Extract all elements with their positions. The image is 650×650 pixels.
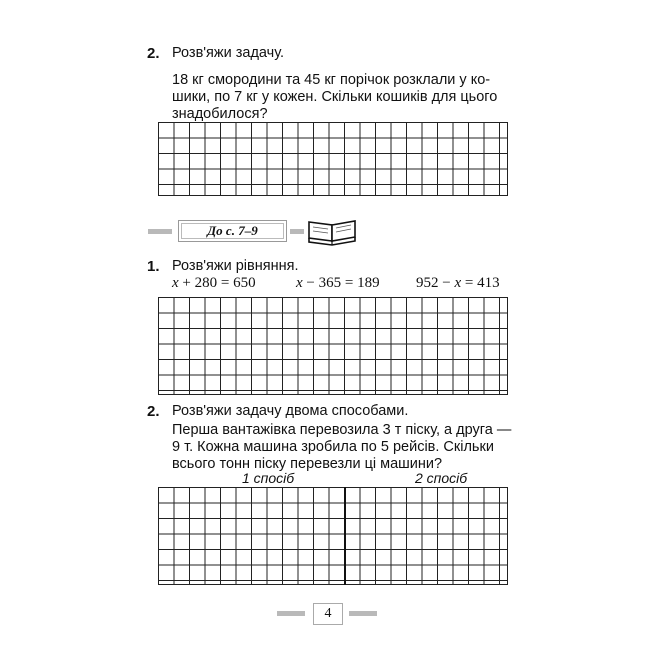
page-bar-left	[277, 611, 305, 616]
task-top-line-2: шики, по 7 кг у кожен. Скільки кошиків для цього	[172, 89, 498, 105]
answer-grid-equations[interactable]	[158, 297, 508, 395]
task1-title: Розв'яжи рівняння.	[172, 258, 299, 274]
answer-grid-methods[interactable]	[158, 487, 508, 585]
equation-1: x + 280 = 650	[172, 275, 256, 291]
task2-line-3: всього тонн піску перевезли ці машини?	[172, 456, 443, 472]
section-bar-left	[148, 229, 172, 234]
section-label-box	[178, 220, 287, 242]
section-bar-right	[290, 229, 304, 234]
equation-2: x − 365 = 189	[296, 275, 380, 291]
task-top-number: 2.	[147, 45, 160, 62]
task2-title: Розв'яжи задачу двома способами.	[172, 403, 409, 419]
method-2-label: 2 спосіб	[415, 470, 468, 486]
method-1-label: 1 спосіб	[242, 470, 295, 486]
method-divider	[344, 487, 346, 585]
task-top-line-3: знадобилося?	[172, 106, 268, 122]
task-top-line-1: 18 кг смородини та 45 кг порічок розклали у ко-	[172, 72, 491, 88]
task2-line-2: 9 т. Кожна машина зробила по 5 рейсів. Скільки	[172, 439, 494, 455]
equation-3: 952 − x = 413	[416, 275, 500, 291]
task1-number: 1.	[147, 258, 160, 275]
open-book-icon	[306, 214, 360, 246]
task-top-title: Розв'яжи задачу.	[172, 45, 285, 61]
page-number: 4	[313, 603, 343, 625]
task2-line-1: Перша вантажівка перевозила 3 т піску, а друга —	[172, 422, 512, 438]
task2-number: 2.	[147, 403, 160, 420]
section-label: До с. 7–9	[207, 223, 258, 238]
answer-grid-top[interactable]	[158, 122, 508, 196]
page-bar-right	[349, 611, 377, 616]
